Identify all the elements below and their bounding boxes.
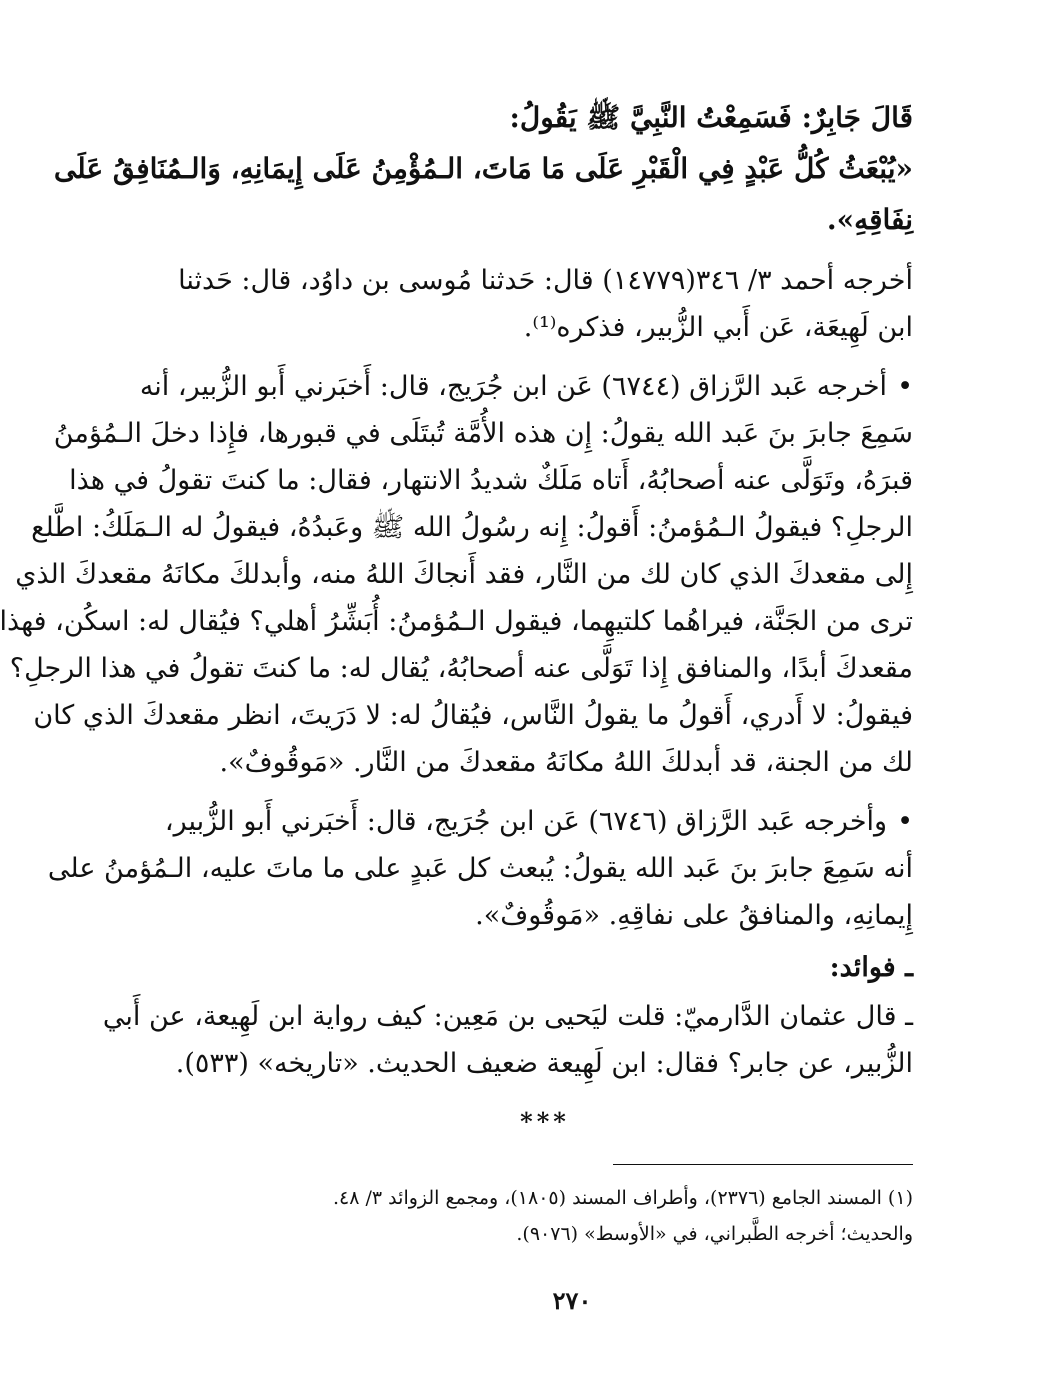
text-line: أخرجه أحمد ٣/ ٣٤٦(١٤٧٧٩) قال: حَدثنا مُوسى بن داوُد، قال: حَدثنا bbox=[178, 265, 913, 296]
text-line bbox=[164, 798, 913, 845]
text-line: قبرَهُ، وتَوَلَّى عنه أصحابُهُ، أَتاه مَلَكٌ شديدُ الانتهار، فقال: ما كنتَ تقولُ في هذا bbox=[69, 465, 913, 496]
footnote-line: والحديث؛ أخرجه الطَّبراني، في «الأوسط» (٩٠٧٦). bbox=[516, 1223, 913, 1245]
intro-line: قَالَ جَابِرٌ: فَسَمِعْتُ النَّبِيَّ ﷺ يَقُولُ: bbox=[509, 101, 913, 134]
fawaid-text bbox=[102, 993, 913, 1087]
text-span: وأخرجه عَبد الرَّزاق (٦٧٤٦) عَن ابن جُرَيج، قال: أَخبَرني أَبو الزُّبير، bbox=[164, 806, 888, 837]
text-line: الرجلِ؟ فيقولُ الـمُؤمنُ: أَقولُ: إِنه رسُولُ الله ﷺ وعَبدُهُ، فيقولُ له الـمَلَكُ: اطَّلع bbox=[31, 512, 913, 543]
text-span: أخرجه عَبد الرَّزاق (٦٧٤٤) عَن ابن جُرَيج، قال: أَخبَرني أَبو الزُّبير، أنه bbox=[139, 371, 888, 402]
text-line: إِلى مقعدكَ الذي كان لك من النَّار، فقد أَنجاكَ اللهُ منه، وأبدلكَ مكانَهُ مقعدكَ الذي bbox=[15, 559, 913, 590]
text-line: إِيمانِهِ، والمنافقُ على نفاقِهِ. «مَوقُوفٌ». bbox=[475, 900, 913, 931]
text-line: ترى من الجَنَّة، فيراهُما كلتيهِما، فيقول الـمُؤمنُ: أُبَشِّرُ أهلي؟ فيُقال له: اسكُن، فهذا bbox=[0, 606, 913, 637]
text-line: أنه سَمِعَ جابرَ بنَ عَبد الله يقولُ: يُبعث كل عَبدٍ على ما ماتَ عليه، الـمُؤمنُ على bbox=[47, 853, 913, 884]
text-line: ابن لَهِيعَة، عَن أَبي الزُّبير، فذكره⁽¹⁾. bbox=[523, 312, 913, 343]
bullet-marker: • bbox=[897, 806, 913, 837]
footnotes bbox=[177, 1180, 913, 1252]
fawaid-heading: ـ فوائد: bbox=[829, 952, 913, 983]
page-number: ٢٧٠ bbox=[552, 1286, 592, 1315]
text-line: سَمِعَ جابرَ بنَ عَبد الله يقولُ: إِن هذه الأُمَّة تُبتَلَى في قبورها، فإِذا دخلَ الـمُؤمنُ bbox=[53, 418, 913, 449]
footnote-line: (١) المسند الجامع (٢٣٧٦)، وأطراف المسند (١٨٠٥)، ومجمع الزوائد ٣/ ٤٨. bbox=[333, 1187, 913, 1209]
text-line: فيقولُ: لا أَدري، أَقولُ ما يقولُ النَّاس، فيُقالُ له: لا دَرَيتَ، انظر مقعدكَ الذي كان bbox=[33, 700, 913, 731]
footnote-divider bbox=[613, 1164, 913, 1165]
hadith-line: «يُبْعَثُ كُلُّ عَبْدٍ فِي الْقَبْرِ عَلَى مَا مَاتَ، الـمُؤْمِنُ عَلَى إِيمَانِهِ، وَالـمُنَافِقُ عَلَى bbox=[53, 152, 913, 185]
section-separator: *** bbox=[520, 1107, 570, 1136]
text-line: مقعدكَ أبدًا، والمنافق إِذا تَوَلَّى عنه أصحابُهُ، يُقال له: ما كنتَ تقولُ في هذا الرجلِ؟ bbox=[9, 653, 913, 684]
page-body bbox=[0, 92, 913, 1137]
hadith-line: نِفَاقِهِ». bbox=[826, 203, 913, 236]
text-line: ـ قال عثمان الدَّارميّ: قلت ليَحيى بن مَعِين: كيف رواية ابن لَهِيعة، عن أَبي bbox=[102, 1001, 913, 1032]
bullet-marker: • bbox=[897, 371, 913, 402]
takhrij-abdurrazzaq-6746 bbox=[47, 798, 913, 939]
text-line: لك من الجنة، قد أبدلكَ اللهُ مكانَهُ مقعدكَ من النَّار. «مَوقُوفٌ». bbox=[219, 747, 913, 778]
text-line: الزُّبير، عن جابر؟ فقال: ابن لَهِيعة ضعيف الحديث. «تاريخه» (٥٣٣). bbox=[175, 1048, 913, 1079]
takhrij-ahmad bbox=[177, 257, 913, 351]
takhrij-abdurrazzaq-6744 bbox=[0, 363, 913, 786]
text-line bbox=[139, 363, 913, 410]
